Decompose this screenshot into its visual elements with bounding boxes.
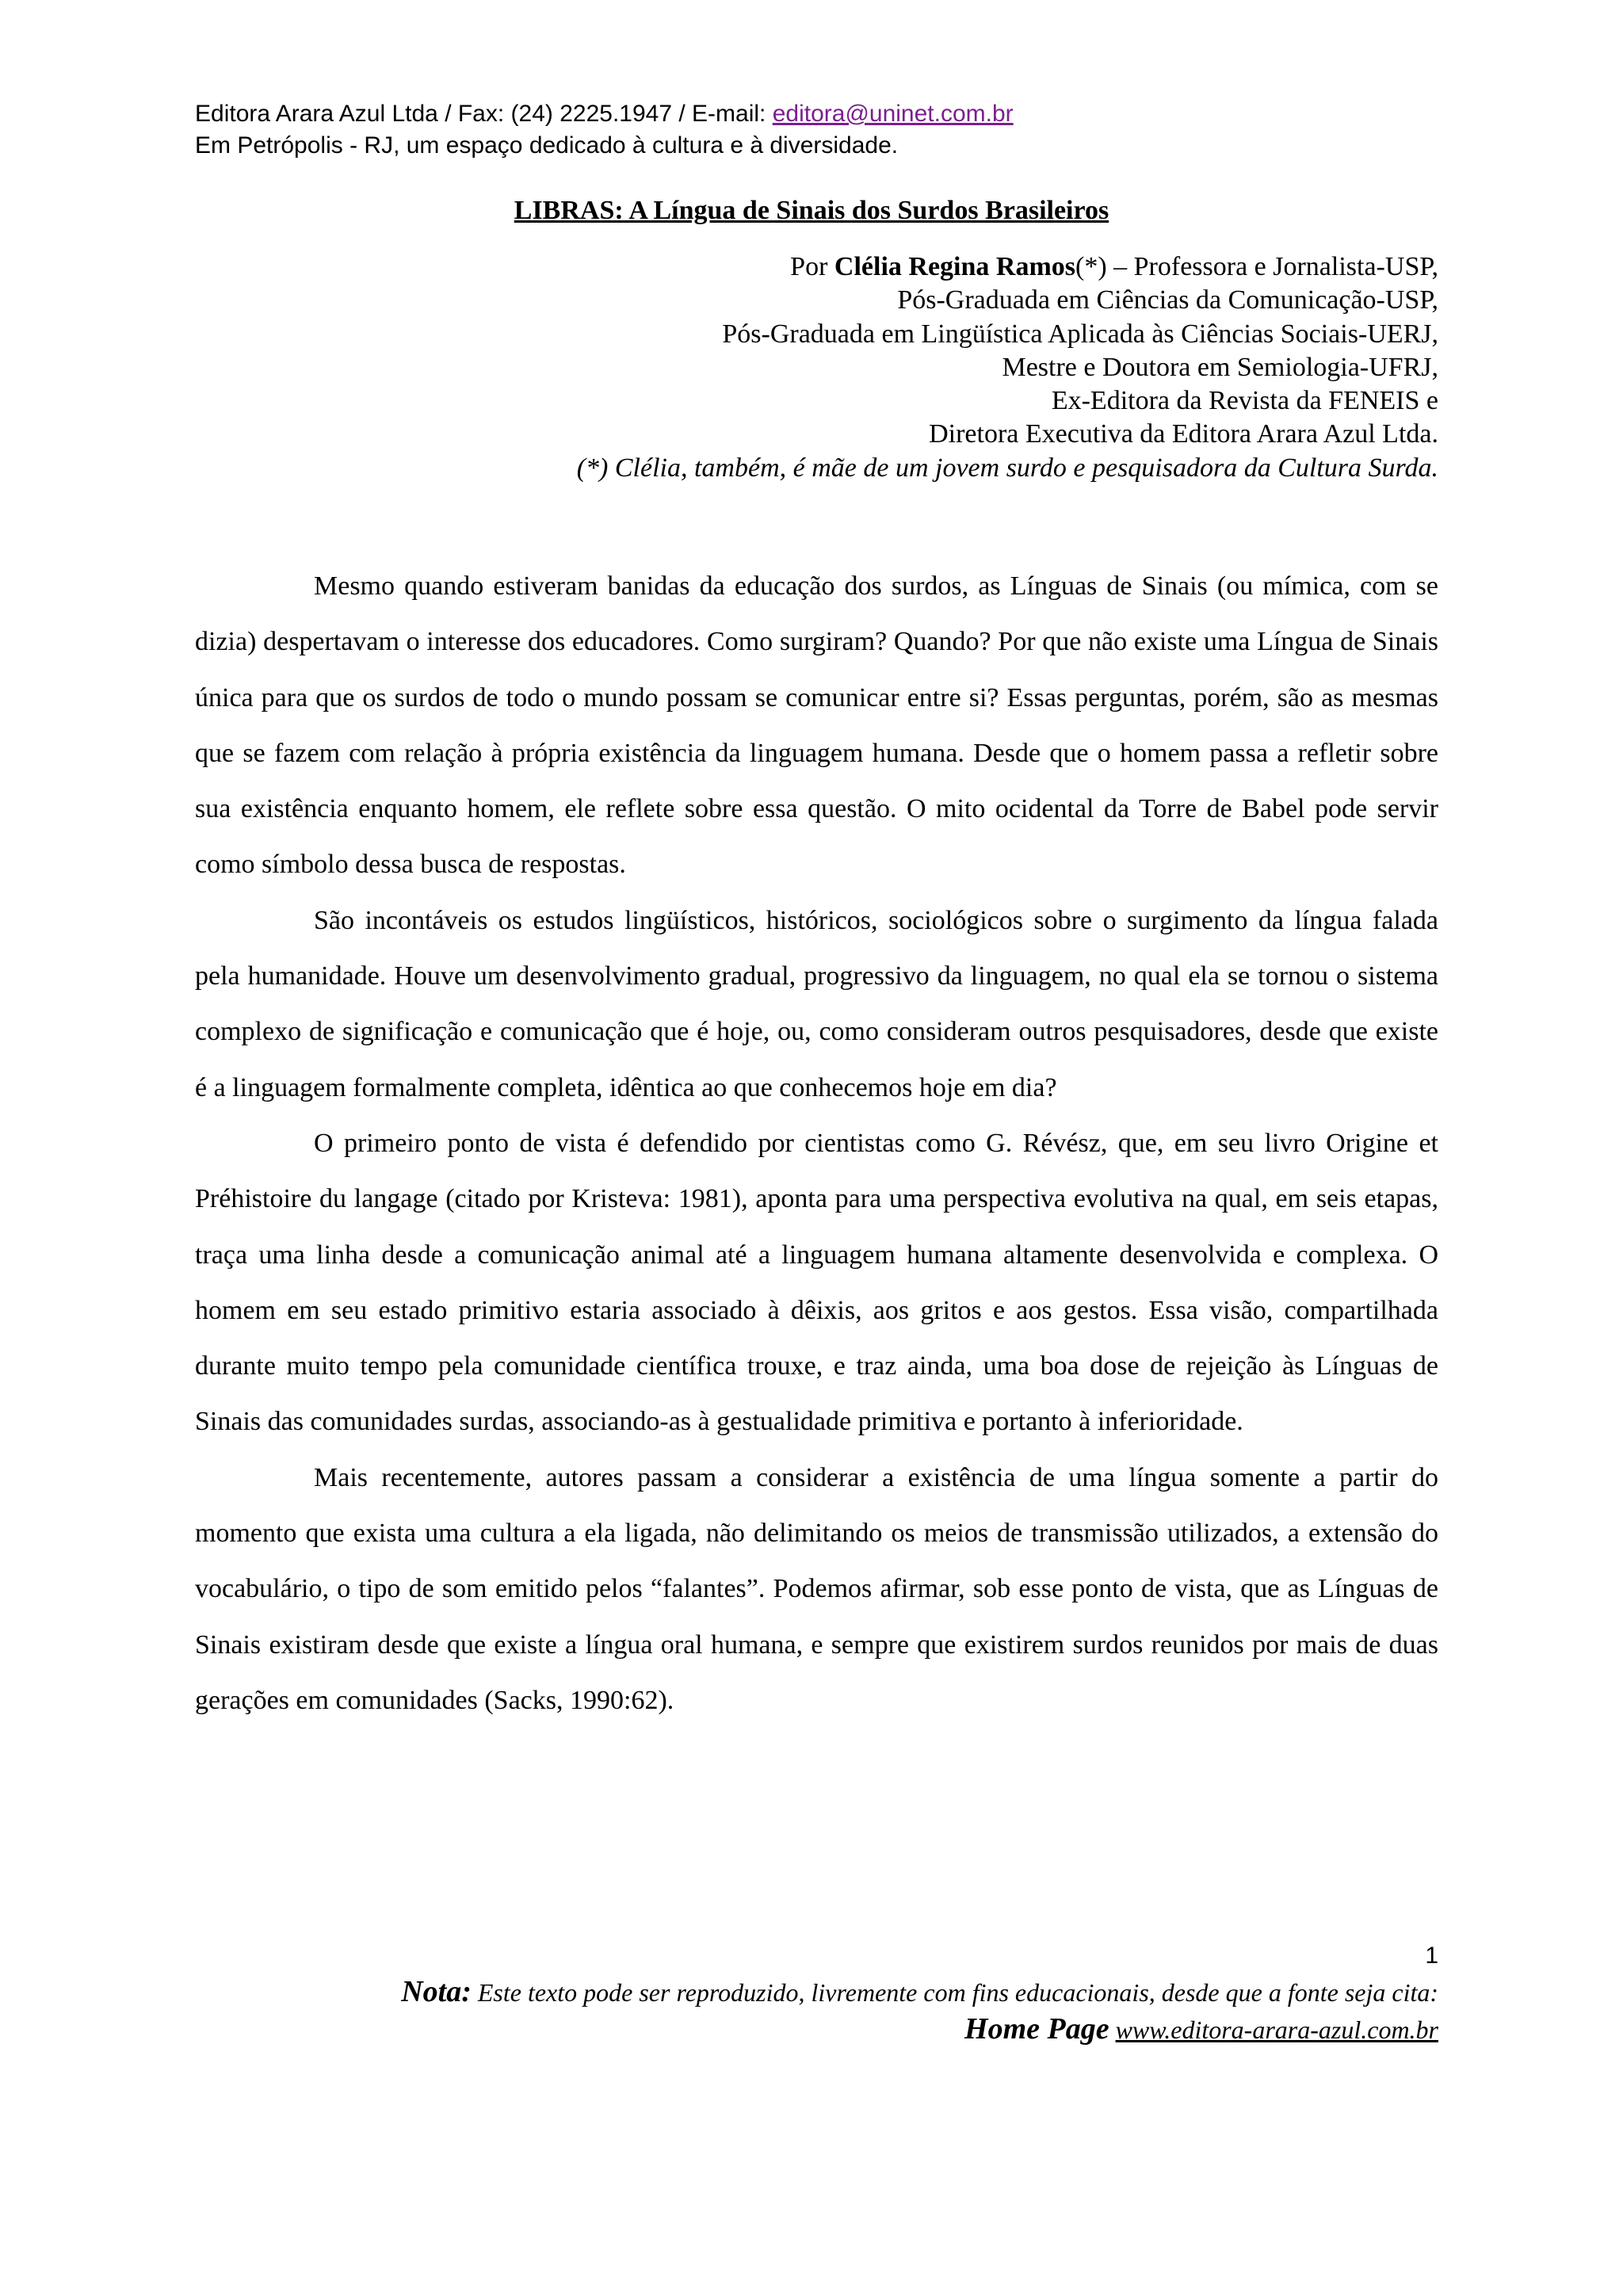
byline-credential: Pós-Graduada em Ciências da Comunicação-USP, (897, 285, 1438, 315)
author-name: Clélia Regina Ramos (834, 252, 1075, 281)
byline-credential: Mestre e Doutora em Semiologia-UFRJ, (1002, 352, 1438, 382)
author-byline (170, 250, 1438, 485)
home-page-label: Home Page (964, 2012, 1109, 2046)
footer-note (91, 1973, 1438, 2048)
page-header (195, 98, 1463, 162)
byline-credential: Pós-Graduada em Lingüística Aplicada às Ciências Sociais-UERJ, (722, 319, 1438, 349)
document-title: LIBRAS: A Língua de Sinais dos Surdos Brasileiros (514, 196, 1109, 225)
header-line-1 (195, 98, 1463, 130)
home-page-link[interactable]: www.editora-arara-azul.com.br (1115, 2015, 1438, 2044)
byline-line-1 (170, 250, 1438, 284)
page-number: 1 (1425, 1943, 1438, 1969)
header-contact: Editora Arara Azul Ltda / Fax: (24) 2225.1947 / E-mail: (195, 101, 773, 127)
body-paragraph: São incontáveis os estudos lingüísticos, históricos, sociológicos sobre o surgimento da língua falada pela humanidade. Houve um desenvolvimento gradual, progressivo da linguagem, no qual ela se tornou o sistema complexo de significação e comunicação que é hoje, ou, como consideram outros pesquisadores, desde que existe é a linguagem formalmente completa, idêntica ao que conhecemos hoje em dia? (195, 905, 1438, 1102)
byline-credential: Diretora Executiva da Editora Arara Azul Ltda. (929, 419, 1438, 449)
body-paragraph: Mais recentemente, autores passam a considerar a existência de uma língua somente a partir do momento que exista uma cultura a ela ligada, não delimitando os meios de transmissão utilizados, a extensão do vocabulário, o tipo de som emitido pelos “falantes”. Podemos afirmar, sob esse ponto de vista, que as Línguas de Sinais existiram desde que existe a língua oral humana, e sempre que existirem surdos reunidos por mais de duas gerações em comunidades (Sacks, 1990:62). (195, 1462, 1438, 1715)
byline-credential: Ex-Editora da Revista da FENEIS e (1051, 386, 1438, 416)
body-paragraph: Mesmo quando estiveram banidas da educação dos surdos, as Línguas de Sinais (ou mímica, com se dizia) despertavam o interesse dos educadores. Como surgiram? Quando? Por que não existe uma Língua de Sinais única para que os surdos de todo o mundo possam se comunicar entre si? Essas perguntas, porém, são as mesmas que se fazem com relação à própria existência da linguagem humana. Desde que o homem passa a refletir sobre sua existência enquanto homem, ele reflete sobre essa questão. O mito ocidental da Torre de Babel pode servir como símbolo dessa busca de respostas. (195, 571, 1438, 880)
nota-text: Este texto pode ser reproduzido, livremente com fins educacionais, desde que a fonte seja cita: (471, 1978, 1438, 2007)
footer-line-1 (91, 1973, 1438, 2011)
header-line-2: Em Petrópolis - RJ, um espaço dedicado à cultura e à diversidade. (195, 132, 899, 159)
nota-label: Nota: (401, 1975, 472, 2008)
footer-line-2 (91, 2011, 1438, 2048)
email-link[interactable]: editora@uninet.com.br (772, 101, 1014, 127)
author-note: (*) Clélia, também, é mãe de um jovem surdo e pesquisadora da Cultura Surda. (576, 453, 1438, 483)
body-paragraph: O primeiro ponto de vista é defendido por cientistas como G. Révész, que, em seu livro Origine et Préhistoire du langage (citado por Kristeva: 1981), aponta para uma perspectiva evolutiva na qual, em seis etapas, traça uma linha desde a comunicação animal até a linguagem humana altamente desenvolvida e complexa. O homem em seu estado primitivo estaria associado à dêixis, aos gritos e aos gestos. Essa visão, compartilhada durante muito tempo pela comunidade científica trouxe, e traz ainda, uma boa dose de rejeição às Línguas de Sinais das comunidades surdas, associando-as à gestualidade primitiva e portanto à inferioridade. (195, 1128, 1438, 1437)
byline-credential: (*) – Professora e Jornalista-USP, (1075, 252, 1438, 281)
byline-prefix: Por (790, 252, 834, 281)
article-body (195, 559, 1438, 1729)
